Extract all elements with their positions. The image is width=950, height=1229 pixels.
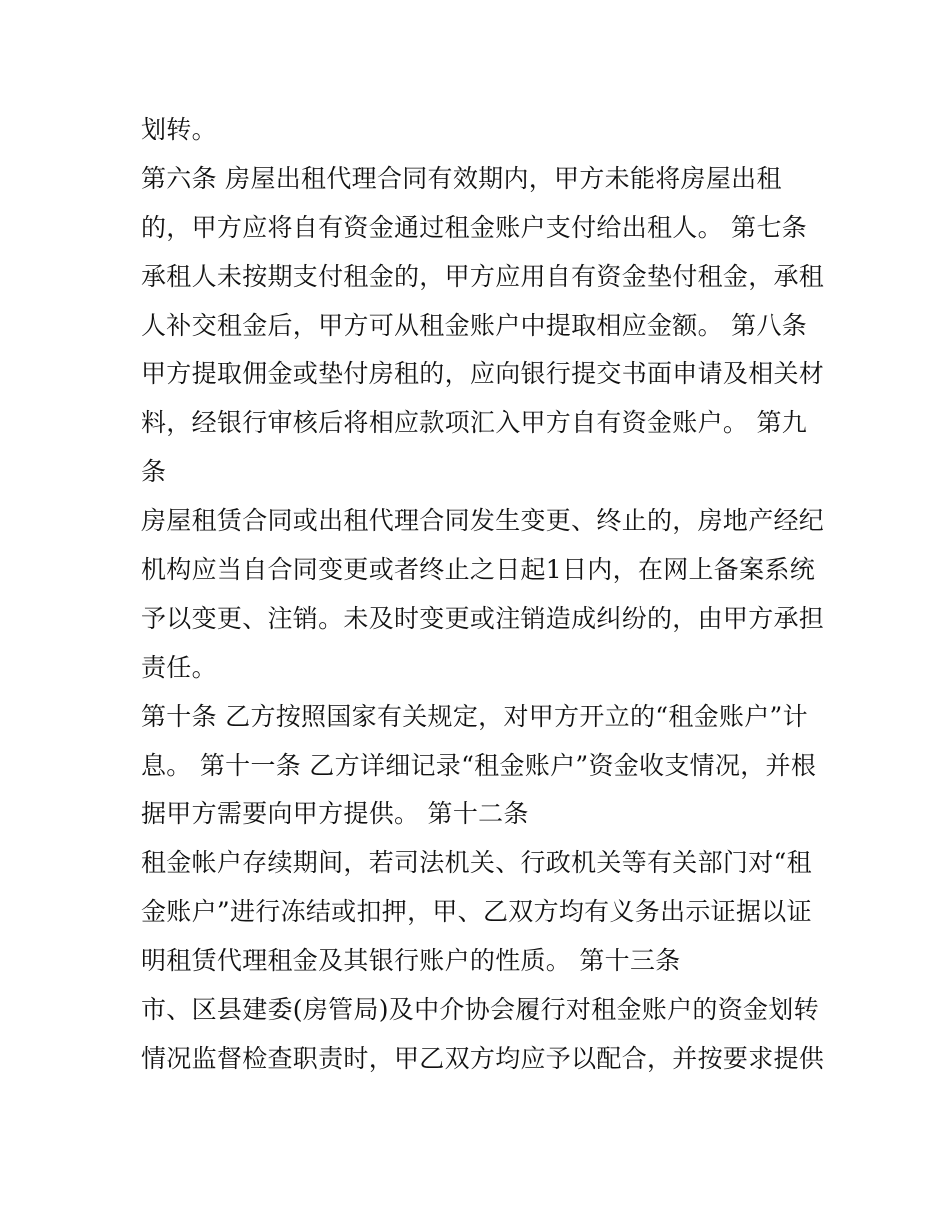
text-line-9: 房屋租赁合同或出租代理合同发生变更、终止的，房地产经纪 xyxy=(141,506,825,536)
text-line-19: 市、区县建委(房管局)及中介协会履行对租金账户的资金划转 xyxy=(141,995,819,1025)
text-line-3: 的，甲方应将自有资金通过租金账户支付给出租人。 第七条 xyxy=(141,212,808,242)
text-line-6: 甲方提取佣金或垫付房租的，应向银行提交书面申请及相关材 xyxy=(141,359,825,389)
text-line-17: 金账户”进行冻结或扣押，甲、乙双方均有义务出示证据以证 xyxy=(141,897,812,927)
text-line-14: 息。 第十一条 乙方详细记录“租金账户”资金收支情况，并根 xyxy=(141,750,817,780)
text-line-5: 人补交租金后，甲方可从租金账户中提取相应金额。 第八条 xyxy=(141,310,808,340)
text-line-1: 划转。 xyxy=(141,115,217,144)
text-line-11: 予以变更、注销。未及时变更或注销造成纠纷的，由甲方承担 xyxy=(141,603,825,633)
text-line-4: 承租人未按期支付租金的，甲方应用自有资金垫付租金，承租 xyxy=(141,261,825,291)
text-line-15: 据甲方需要向甲方提供。 第十二条 xyxy=(141,799,529,829)
text-line-2: 第六条 房屋出租代理合同有效期内，甲方未能将房屋出租 xyxy=(141,163,782,193)
text-line-10: 机构应当自合同变更或者终止之日起1日内，在网上备案系统 xyxy=(141,555,816,585)
text-line-16: 租金帐户存续期间，若司法机关、行政机关等有关部门对“租 xyxy=(141,848,812,878)
text-line-20: 情况监督检查职责时，甲乙双方均应予以配合，并按要求提供 xyxy=(141,1043,825,1073)
text-line-13: 第十条 乙方按照国家有关规定，对甲方开立的“租金账户”计 xyxy=(141,701,808,731)
text-line-8: 条 xyxy=(141,457,167,487)
text-line-18: 明租赁代理租金及其银行账户的性质。 第十三条 xyxy=(141,946,681,976)
document-body xyxy=(141,106,825,1084)
text-line-7: 料，经银行审核后将相应款项汇入甲方自有资金账户。 第九 xyxy=(141,408,808,438)
text-line-12: 责任。 xyxy=(141,652,217,682)
